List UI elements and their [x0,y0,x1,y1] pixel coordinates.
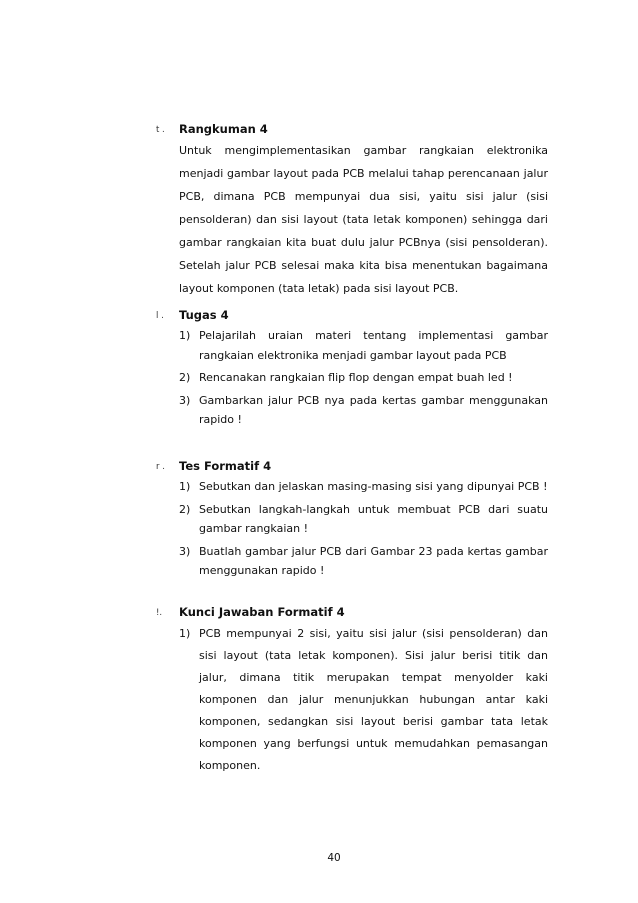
answer-list [179,623,548,777]
section-marker: t . [156,125,165,135]
question-list [179,477,548,584]
section-marker: l . [156,311,164,321]
section-marker: !. [156,608,163,618]
section-heading: Tugas 4 [179,308,229,322]
page-number: 40 [327,852,341,864]
list-item: 3) Buatlah gambar jalur PCB dari Gambar 23 pada kertas gambar menggunakan rapido ! [179,544,548,577]
section-paragraph: Untuk mengimplementasikan gambar rangkaian elektronika menjadi gambar layout pada PCB melalui tahap perencanaan jalur PCB, dimana PCB mempunyai dua sisi, yaitu sisi jalur (sisi pensolderan) dan sisi layout (tata letak komponen) sehingga dari gambar rangkaian kita buat dulu jalur PCBnya (sisi pensolderan). Setelah jalur PCB selesai maka kita bisa menentukan bagaimana layout komponen (tata letak) pada sisi layout PCB. [179,144,548,295]
list-item: 2) Sebutkan langkah-langkah untuk membuat PCB dari suatu gambar rangkaian ! [179,502,548,535]
section-heading: Kunci Jawaban Formatif 4 [179,605,345,619]
section-marker: r . [156,462,165,472]
list-item: 2) Rencanakan rangkaian flip flop dengan empat buah led ! [179,371,513,384]
list-item: 1) Pelajarilah uraian materi tentang implementasi gambar rangkaian elektronika menjadi gambar layout pada PCB [179,329,548,362]
list-item: 1) Sebutkan dan jelaskan masing-masing sisi yang dipunyai PCB ! [179,480,548,493]
list-item: 1) PCB mempunyai 2 sisi, yaitu sisi jalur (sisi pensolderan) dan sisi layout (tata letak komponen). Sisi jalur berisi titik dan jalur, dimana titik merupakan tempat menyolder kaki komponen dan jalur menunjukkan hubungan antar kaki komponen, sedangkan sisi layout berisi gambar tata letak komponen yang berfungsi untuk memudahkan pemasangan komponen. [179,627,548,772]
list-item: 3) Gambarkan jalur PCB nya pada kertas gambar menggunakan rapido ! [179,393,548,426]
section-heading: Rangkuman 4 [179,122,268,136]
section-heading: Tes Formatif 4 [179,459,272,473]
task-list [179,326,548,433]
